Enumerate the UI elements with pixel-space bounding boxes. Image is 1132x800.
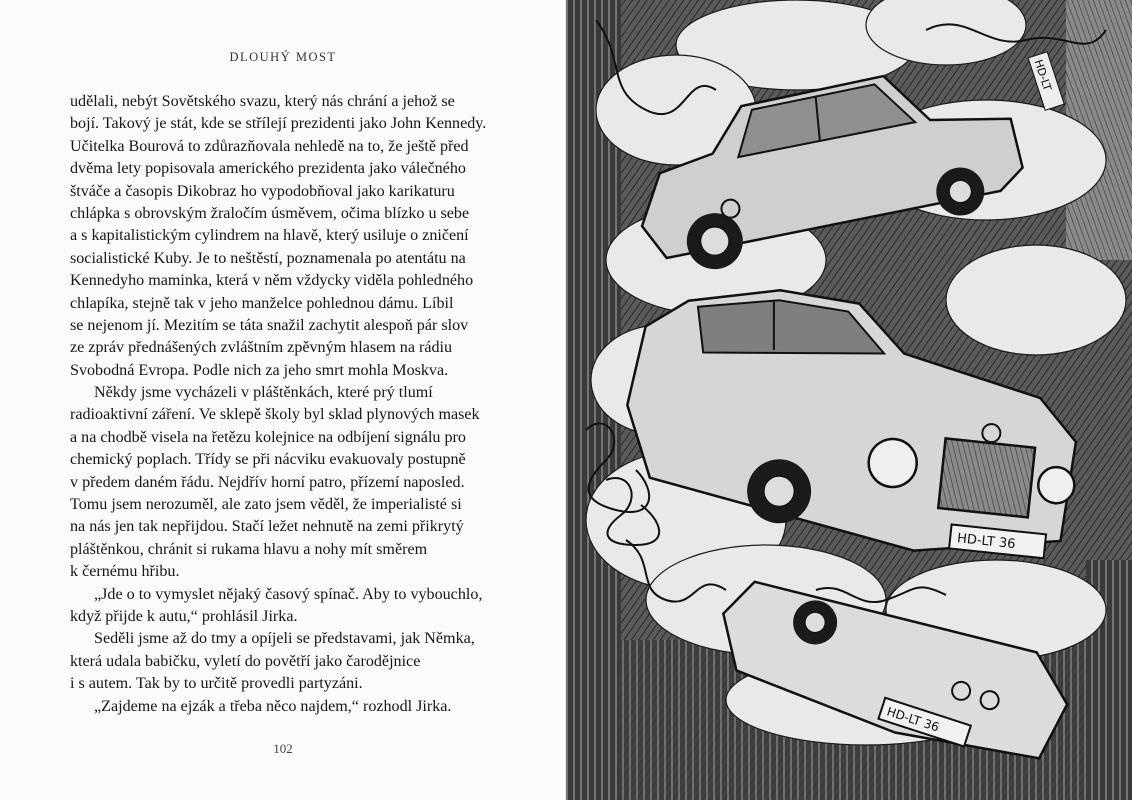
text-line: ze zpráv přednášených zvláštním zpěvným hlasem na rádiu: [70, 339, 453, 357]
text-line: radioaktivní záření. Ve sklepě školy byl sklad plynových masek: [70, 406, 480, 424]
text-line: Kennedyho maminka, která v něm vždycky viděla pohledného: [70, 272, 474, 290]
svg-text:HD-LT 36: HD-LT 36: [885, 704, 941, 735]
text-line: udělali, nebýt Sovětského svazu, který nás chrání a jehož se: [70, 93, 455, 110]
grille: [938, 438, 1035, 517]
text-line: Někdy jsme vycházeli v pláštěnkách, které prý tlumí: [94, 384, 433, 402]
svg-text:HD-LT 36: HD-LT 36: [956, 531, 1017, 553]
text-line: „Jde o to vymyslet nějaký časový spínač. Aby to vybouchlo,: [94, 585, 483, 603]
text-line: v předem daném řádu. Nejdřív horní patro, přízemí naposled.: [70, 473, 465, 491]
text-line: chlapíka, stejně tak v jeho manželce pohlednou dámu. Líbil: [70, 294, 454, 312]
text-line: chemický poplach. Třídy se při nácviku evakuovaly postupně: [70, 451, 466, 469]
text-line: pláštěnkou, chránit si rukama hlavu a nohy mít směrem: [70, 540, 428, 558]
car-explosion-illustration: [566, 0, 1132, 800]
text-line: dvěma lety popisovala amerického prezidenta jako válečného: [70, 160, 466, 178]
text-line: k černému hřibu.: [70, 563, 180, 581]
text-line: která udala babičku, vyletí do povětří jako čarodějnice: [70, 652, 421, 670]
body-text: [70, 91, 506, 718]
text-line: Seděli jsme až do tmy a opíjeli se představami, jak Němka,: [94, 630, 475, 648]
text-line: a s kapitalistickým cylindrem na hlavě, který usiluje o zničení: [70, 227, 469, 245]
text-line: Učitelka Bourová to zdůrazňovala nehledě na to, že ještě před: [70, 137, 469, 155]
text-line: socialistické Kuby. Je to neštěstí, poznamenala po atentátu na: [70, 249, 466, 267]
text-line: když přijde k autu,“ prohlásil Jirka.: [70, 607, 298, 625]
text-line: Tomu jsem nerozuměl, ale zato jsem věděl, že imperialisté si: [70, 496, 462, 514]
text-line: na nás jen tak nepřijdou. Stačí ležet nehnutě na zemi přikrytý: [70, 518, 464, 536]
page-number: 102: [273, 741, 293, 756]
text-line: štváče a časopis Dikobraz ho vypodobňoval jako karikaturu: [70, 182, 455, 200]
text-line: i s autem. Tak by to určitě provedli partyzáni.: [70, 675, 363, 693]
text-line: Svobodná Evropa. Podle nich za jeho smrt mohla Moskva.: [70, 361, 449, 379]
svg-text:HD-LT: HD-LT: [1031, 58, 1054, 93]
text-line: „Zajdeme na ejzák a třeba něco najdem,“ rozhodl Jirka.: [94, 697, 452, 715]
text-line: chlápka s obrovským žraločím úsměvem, očima blízko u sebe: [70, 204, 470, 222]
right-page: [566, 0, 1132, 800]
text-line: bojí. Takový je stát, kde se střílejí prezidenti jako John Kennedy.: [70, 115, 487, 133]
text-line: se nejenom jí. Mezitím se táta snažil zachytit alespoň pár slov: [70, 316, 469, 334]
running-head: DLOUHÝ MOST: [229, 50, 337, 64]
text-line: a na chodbě visela na řetězu kolejnice na odbíjení signálu pro: [70, 428, 466, 446]
